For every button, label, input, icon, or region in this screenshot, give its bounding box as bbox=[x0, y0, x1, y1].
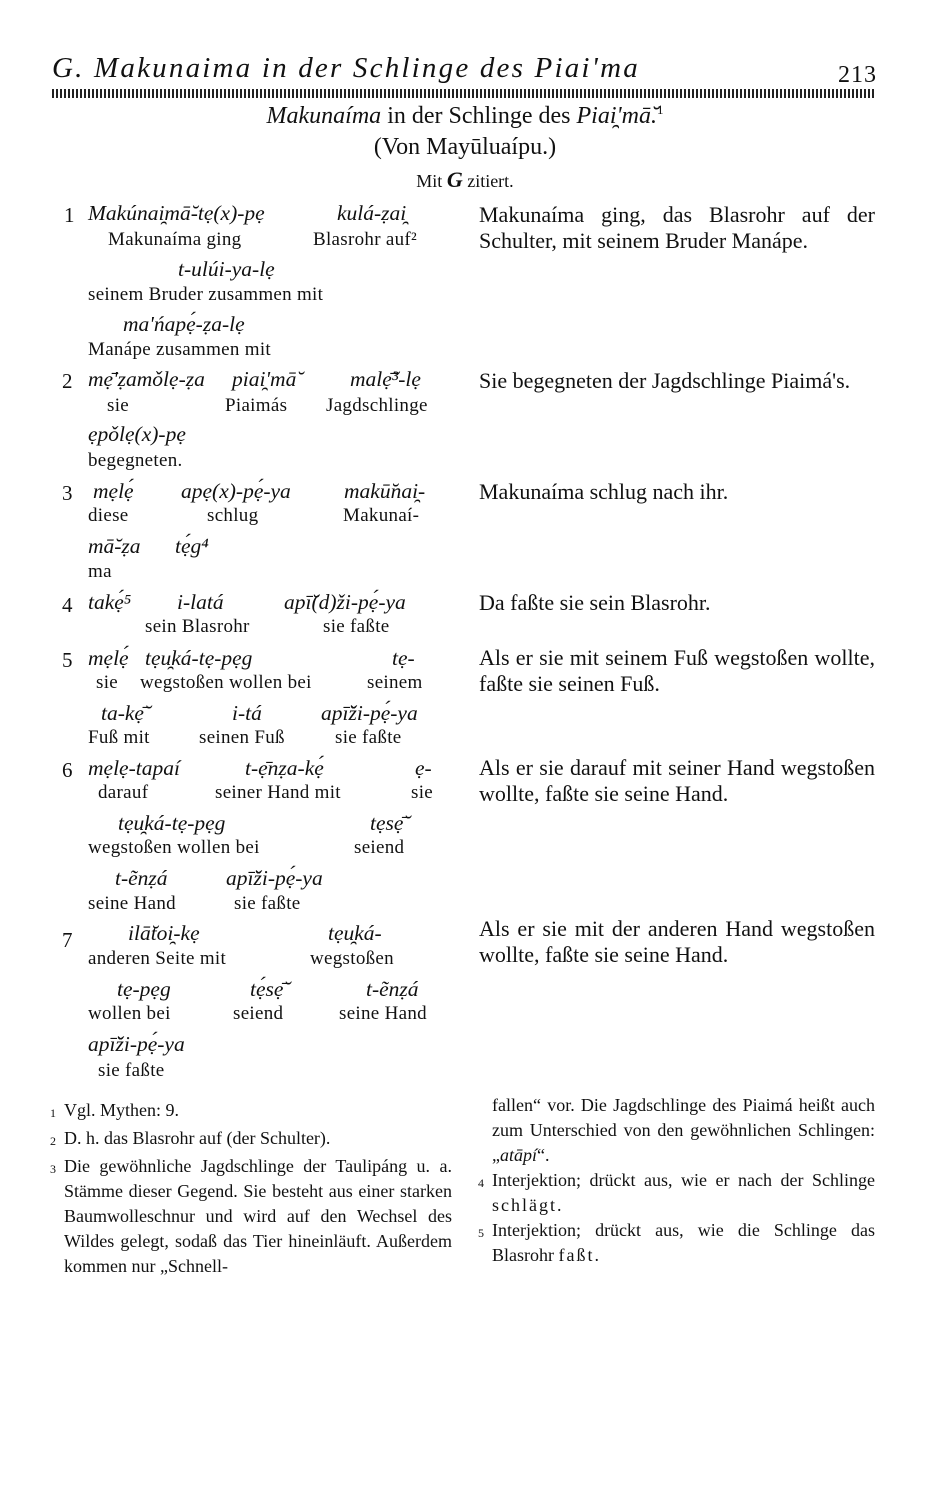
note-post: zitiert. bbox=[462, 171, 514, 191]
native-word: ẹpǒlẹ(x)-pẹ bbox=[88, 422, 186, 446]
translation: Als er sie darauf mit seiner Hand wegstoßen wollte, faßte sie seine Hand. bbox=[479, 755, 875, 806]
verse-number: 6 bbox=[62, 758, 73, 782]
footnote-mark: 4 bbox=[478, 1176, 484, 1190]
footnote-text-part: Interjektion; drückt aus, wie er nach der Schlinge bbox=[492, 1170, 875, 1190]
native-word: piai̯'mā̆ bbox=[232, 367, 297, 391]
gloss: Makunaí- bbox=[343, 505, 420, 526]
gloss: wegstoßen wollen bei bbox=[88, 837, 260, 858]
footnote-mark: 3 bbox=[50, 1162, 56, 1176]
native-word: apī̆(d)ži-pẹ́-ya bbox=[284, 590, 406, 614]
native-word: i-tá bbox=[232, 701, 262, 725]
footnote bbox=[50, 1154, 452, 1279]
verse-number: 1 bbox=[64, 203, 75, 227]
native-word: mẹlẹ́ bbox=[93, 479, 134, 503]
gloss: sie faßte bbox=[98, 1060, 165, 1081]
native-word: i-latá bbox=[177, 590, 224, 614]
footnote-text: D. h. das Blasrohr auf (der Schulter). bbox=[64, 1128, 331, 1148]
native-word: ta-kẹ̄̆ bbox=[101, 701, 144, 725]
native-word: apẹ(x)-pẹ́-ya bbox=[181, 479, 291, 503]
gloss: wollen bei bbox=[88, 1003, 171, 1024]
gloss: Manápe zusammen mit bbox=[88, 339, 271, 360]
footnote-continuation bbox=[478, 1093, 875, 1168]
footnote-mark: 5 bbox=[478, 1226, 484, 1240]
title-italic2: Piai̯'mā̆. bbox=[576, 103, 657, 129]
gloss: seine Hand bbox=[339, 1003, 427, 1024]
gloss: Fuß mit bbox=[88, 727, 150, 748]
note-letter: G bbox=[446, 167, 463, 192]
gloss: seinen Fuß bbox=[199, 727, 285, 748]
native-word: t-ulúi-ya-lẹ bbox=[178, 257, 275, 281]
title-footnote-ref: 1 bbox=[656, 102, 664, 117]
gloss: diese bbox=[88, 505, 129, 526]
footnote bbox=[50, 1126, 452, 1154]
title-rest: in der Schlinge des bbox=[381, 103, 577, 129]
verse-number: 3 bbox=[62, 481, 73, 505]
footnote-spaced: schlägt. bbox=[492, 1195, 564, 1215]
gloss: begegneten. bbox=[88, 450, 183, 471]
footnote-text: fallen“ vor. Die Jagdschlinge des Piaimá heißt auch zum Unterschied von den gewöhnlichen Schlingen: „ bbox=[492, 1095, 875, 1165]
native-word: Makúnai̯mā̆-tẹ(x)-pẹ bbox=[88, 201, 265, 225]
translation: Da faßte sie sein Blasrohr. bbox=[479, 590, 711, 615]
verse-number: 7 bbox=[62, 928, 73, 952]
native-word: tẹ́sẹ̄̆ bbox=[250, 977, 284, 1001]
footnote bbox=[478, 1218, 875, 1268]
note-pre: Mit bbox=[416, 171, 447, 191]
translation: Makunaíma schlug nach ihr. bbox=[479, 479, 729, 504]
verse-number: 2 bbox=[62, 369, 73, 393]
header-rule bbox=[52, 89, 876, 98]
verse-number: 5 bbox=[62, 648, 73, 672]
story-subtitle: (Von Mayūluaípu.) bbox=[373, 134, 557, 160]
native-word: tẹsẹ̄̆ bbox=[370, 811, 404, 835]
footnote-mark: 2 bbox=[50, 1134, 56, 1148]
running-title: G. Makunaima in der Schlinge des Piai'ma bbox=[52, 52, 640, 84]
native-word: tẹ́g⁴ bbox=[175, 534, 209, 558]
title-italic: Makunaíma bbox=[266, 103, 382, 129]
native-word: mẹlẹ-tapaí bbox=[88, 756, 180, 780]
footnote-mark: 1 bbox=[50, 1106, 56, 1120]
gloss: wegstoßen wollen bei bbox=[140, 672, 312, 693]
gloss: schlug bbox=[207, 505, 259, 526]
footnote bbox=[478, 1168, 875, 1218]
gloss: sie faßte bbox=[323, 616, 390, 637]
native-word: kulá-ẓai̯ bbox=[337, 201, 407, 225]
native-word: t-ẽnẓá bbox=[366, 977, 419, 1001]
native-word: apī̆ži-pẹ́-ya bbox=[88, 1032, 185, 1056]
gloss: seiend bbox=[233, 1003, 284, 1024]
native-word: tẹu̯ká-tẹ-pẹg bbox=[118, 811, 226, 835]
native-word: tẹ- bbox=[392, 646, 415, 670]
native-word: makū̆nai̯- bbox=[344, 479, 426, 503]
gloss: Makunaíma ging bbox=[108, 229, 242, 250]
gloss: sie faßte bbox=[234, 893, 301, 914]
footnotes-right bbox=[478, 1093, 875, 1268]
gloss: seinem bbox=[367, 672, 423, 693]
native-word: tẹu̯ká-tẹ-pẹg bbox=[145, 646, 253, 670]
native-word: mā̆-ẓa bbox=[88, 534, 141, 558]
native-word: t-ẹ̄nẓa-kẹ́ bbox=[245, 756, 324, 780]
native-word: t-ẽnẓá bbox=[115, 866, 168, 890]
native-word: mẹ̄'ẓamǒlẹ-ẓa bbox=[88, 367, 205, 391]
gloss: Piaimás bbox=[225, 395, 288, 416]
footnotes-left bbox=[50, 1098, 452, 1279]
native-word: malẹ̄̆³-lẹ bbox=[350, 367, 421, 391]
native-word: takẹ́⁵ bbox=[88, 590, 132, 614]
translation: Als er sie mit seinem Fuß wegstoßen wollte, faßte sie seinen Fuß. bbox=[479, 645, 875, 696]
footnote-text bbox=[492, 1168, 875, 1218]
gloss: sie faßte bbox=[335, 727, 402, 748]
native-word: apī̆ži-pẹ́-ya bbox=[321, 701, 418, 725]
gloss: anderen Seite mit bbox=[88, 948, 227, 969]
gloss: sie bbox=[107, 395, 130, 416]
native-word: ilā̆toi̯-kẹ bbox=[128, 921, 200, 945]
gloss: darauf bbox=[98, 782, 149, 803]
footnote-spaced: faßt. bbox=[558, 1245, 601, 1265]
native-word: tẹ-pẹg bbox=[117, 977, 171, 1001]
gloss: ma bbox=[88, 561, 112, 582]
gloss: Jagdschlinge bbox=[326, 395, 428, 416]
gloss: sie bbox=[411, 782, 434, 803]
source-note bbox=[0, 167, 930, 193]
story-title bbox=[0, 102, 930, 130]
native-word: tẹu̯ká- bbox=[328, 921, 382, 945]
translation: Sie begegneten der Jagdschlinge Piaimá's. bbox=[479, 368, 851, 393]
gloss: wegstoßen bbox=[310, 948, 394, 969]
gloss: sein Blasrohr bbox=[145, 616, 250, 637]
footnote-text: “. bbox=[537, 1145, 550, 1165]
page-number: 213 bbox=[838, 62, 877, 88]
native-word: ma'ńapẹ́-ẓa-lẹ bbox=[123, 312, 245, 336]
footnote-italic: atāpí bbox=[500, 1145, 538, 1165]
verse-number: 4 bbox=[62, 593, 73, 617]
footnote bbox=[50, 1098, 452, 1126]
footnote-text bbox=[492, 1218, 875, 1268]
footnote-text-part: Interjektion; drückt aus, wie die Schlinge das Blasrohr bbox=[492, 1220, 875, 1265]
translation: Makunaíma ging, das Blasrohr auf der Schulter, mit seinem Bruder Manápe. bbox=[479, 202, 875, 253]
native-word: apī̆ži-pẹ́-ya bbox=[226, 866, 323, 890]
footnote-text: Die gewöhnliche Jagdschlinge der Taulipáng u. a. Stämme dieser Gegend. Sie besteht aus einer starken Baumwolleschnur und wird auf den Wechsel des Wildes gelegt, sodaß das Tier hineinläuft. Außerdem kommen nur „Schnell- bbox=[64, 1156, 452, 1276]
native-word: ẹ- bbox=[415, 756, 432, 780]
gloss: Blasrohr auf² bbox=[313, 229, 418, 250]
native-word: mẹlẹ́ bbox=[88, 646, 129, 670]
gloss: seine Hand bbox=[88, 893, 176, 914]
gloss: seiner Hand mit bbox=[215, 782, 341, 803]
gloss: seiend bbox=[354, 837, 405, 858]
gloss: seinem Bruder zusammen mit bbox=[88, 284, 324, 305]
translation: Als er sie mit der anderen Hand wegstoßen wollte, faßte sie seine Hand. bbox=[479, 916, 875, 967]
footnote-text: Vgl. Mythen: 9. bbox=[64, 1100, 179, 1120]
gloss: sie bbox=[96, 672, 119, 693]
